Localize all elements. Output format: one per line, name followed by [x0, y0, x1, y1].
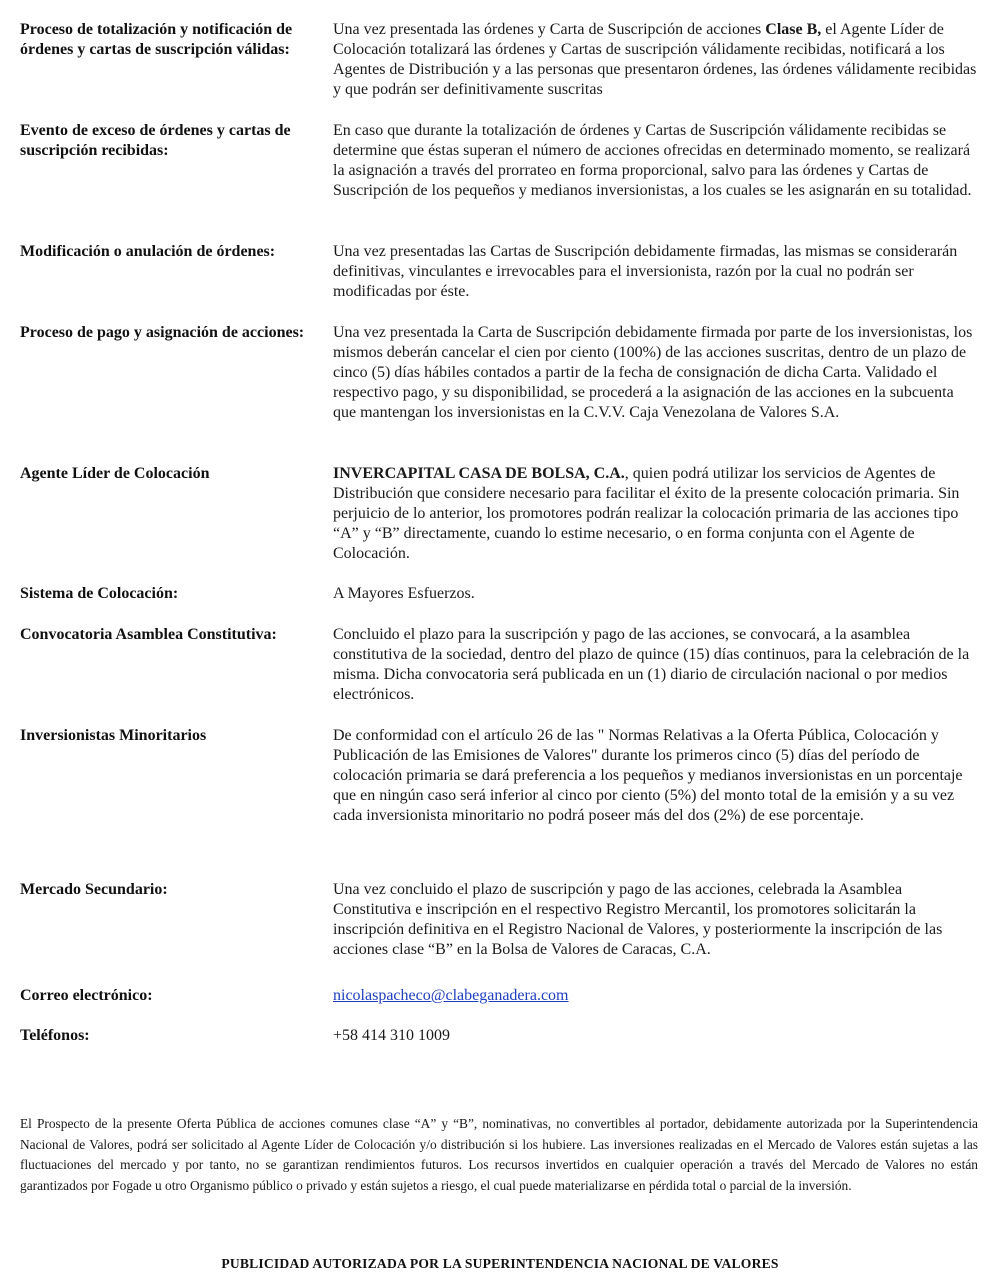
- term-value-bold: INVERCAPITAL CASA DE BOLSA, C.A.: [333, 465, 625, 482]
- term-row-modificacion: [20, 242, 980, 302]
- term-value-text: Una vez presentada las órdenes y Carta de Suscripción de acciones: [333, 21, 766, 38]
- term-value-wrapper: [333, 986, 980, 1006]
- term-value: En caso que durante la totalización de órdenes y Cartas de Suscripción válidamente recibidas se determine que éstas superan el número de acciones ofrecidas en determinado momento, se realizará la asignación a través del prorrateo en forma proporcional, salvo para las órdenes y Cartas de Suscripción de los pequeños y medianos inversionistas, a los cuales se les asignarán en su totalidad.: [333, 122, 972, 199]
- term-row-minoritarios: [20, 726, 980, 826]
- term-label: Mercado Secundario:: [20, 881, 168, 898]
- term-label: Convocatoria Asamblea Constitutiva:: [20, 626, 277, 643]
- term-row-agente-lider: [20, 464, 980, 564]
- legal-disclaimer: El Prospecto de la presente Oferta Pública de acciones comunes clase “A” y “B”, nominativas, no convertibles al portador, debidamente autorizada por la Superintendencia Nacional de Valores, podrá ser solicitado al Agente Líder de Colocación y/o distribución si los hubiere. Las inversiones realizadas en el Mercado de Valores están sujetas a las fluctuaciones del mercado y por tanto, no se garantizan rendimientos futuros. Los recursos invertidos en cualquier operación a través del Mercado de Valores no están garantizados por Fogade u otro Organismo público o privado y están sujetos a riesgo, el cual puede materializarse en pérdida total o parcial de la inversión.: [20, 1116, 978, 1193]
- term-row-mercado-secundario: [20, 880, 980, 960]
- term-value: Una vez presentadas las Cartas de Suscripción debidamente firmadas, las mismas se considerarán definitivas, vinculantes e irrevocables para el inversionista, razón por la cual no podrán ser modificadas por éste.: [333, 243, 958, 300]
- term-value-bold: Clase B,: [765, 21, 822, 38]
- term-row-sistema: [20, 584, 980, 604]
- term-row-totalizacion: [20, 20, 980, 100]
- term-value: A Mayores Esfuerzos.: [333, 585, 475, 602]
- term-row-pago: [20, 323, 980, 423]
- term-value: Una vez concluido el plazo de suscripción y pago de las acciones, celebrada la Asamblea Constitutiva e inscripción en el respectivo Registro Mercantil, los promotores solicitarán la inscripción definitiva en el Registro Nacional de Valores, y posteriormente la inscripción de las acciones clase “B” en la Bolsa de Valores de Caracas, C.A.: [333, 881, 943, 958]
- term-label: Agente Líder de Colocación: [20, 465, 210, 482]
- term-value: [333, 20, 980, 100]
- term-label: Modificación o anulación de órdenes:: [20, 243, 276, 260]
- email-link[interactable]: nicolaspacheco@clabeganadera.com: [333, 987, 569, 1004]
- phone-value: +58 414 310 1009: [333, 1027, 451, 1044]
- term-label: Evento de exceso de órdenes y cartas de suscripción recibidas:: [20, 122, 291, 159]
- term-row-exceso: [20, 121, 980, 201]
- term-label: Teléfonos:: [20, 1027, 90, 1044]
- term-label: Sistema de Colocación:: [20, 585, 179, 602]
- term-label: Proceso de pago y asignación de acciones:: [20, 324, 305, 341]
- term-value: De conformidad con el artículo 26 de las " Normas Relativas a la Oferta Pública, Colocación y Publicación de las Emisiones de Valores" durante los primeros cinco (5) días del período de colocación primaria se dará preferencia a los pequeños y medianos inversionistas en un porcentaje que en ningún caso será inferior al cinco por ciento (5%) del monto total de la emisión y a su vez cada inversionista minoritario no podrá poseer más del dos (2%) de ese porcentaje.: [333, 727, 963, 824]
- term-value: Una vez presentada la Carta de Suscripción debidamente firmada por parte de los inversionistas, los mismos deberán cancelar el cien por ciento (100%) de las acciones suscritas, dentro de un plazo de cinco (5) días hábiles contados a partir de la fecha de consignación de dicha Carta. Validado el respectivo pago, y su disponibilidad, se procederá a la asignación de las acciones en la subcuenta que mantengan los inversionistas en la C.V.V. Caja Venezolana de Valores S.A.: [333, 324, 973, 421]
- authorization-footer: PUBLICIDAD AUTORIZADA POR LA SUPERINTENDENCIA NACIONAL DE VALORES: [221, 1256, 779, 1271]
- term-value-text: , quien podrá utilizar los servicios de Agentes de Distribución que considere necesario para facilitar el éxito de la presente colocación primaria. Sin perjuicio de lo anterior, los promotores podrán realizar la colocación primaria de las acciones tipo “A” y “B” directamente, cuando lo estime necesario, o en forma conjunta con el Agente de Colocación.: [333, 465, 960, 562]
- term-row-convocatoria: [20, 625, 980, 705]
- term-value-text: el Agente Líder de Colocación totalizará las órdenes y Cartas de suscripción válidamente recibidas, notificará a los Agentes de Distribución y a las personas que presentaron órdenes, las órdenes válidamente recibidas y que podrán ser definitivamente suscritas: [333, 21, 977, 98]
- term-label: Correo electrónico:: [20, 987, 153, 1004]
- term-label: Inversionistas Minoritarios: [20, 727, 207, 744]
- term-value: [333, 464, 980, 564]
- term-row-telefonos: [20, 1026, 980, 1046]
- term-label: Proceso de totalización y notificación de órdenes y cartas de suscripción válidas:: [20, 21, 293, 58]
- term-row-correo: [20, 986, 980, 1006]
- term-value: Concluido el plazo para la suscripción y pago de las acciones, se convocará, a la asamblea constitutiva de la sociedad, dentro del plazo de quince (15) días continuos, para la celebración de la misma. Dicha convocatoria será publicada en un (1) diario de circulación nacional o por medios electrónicos.: [333, 626, 970, 703]
